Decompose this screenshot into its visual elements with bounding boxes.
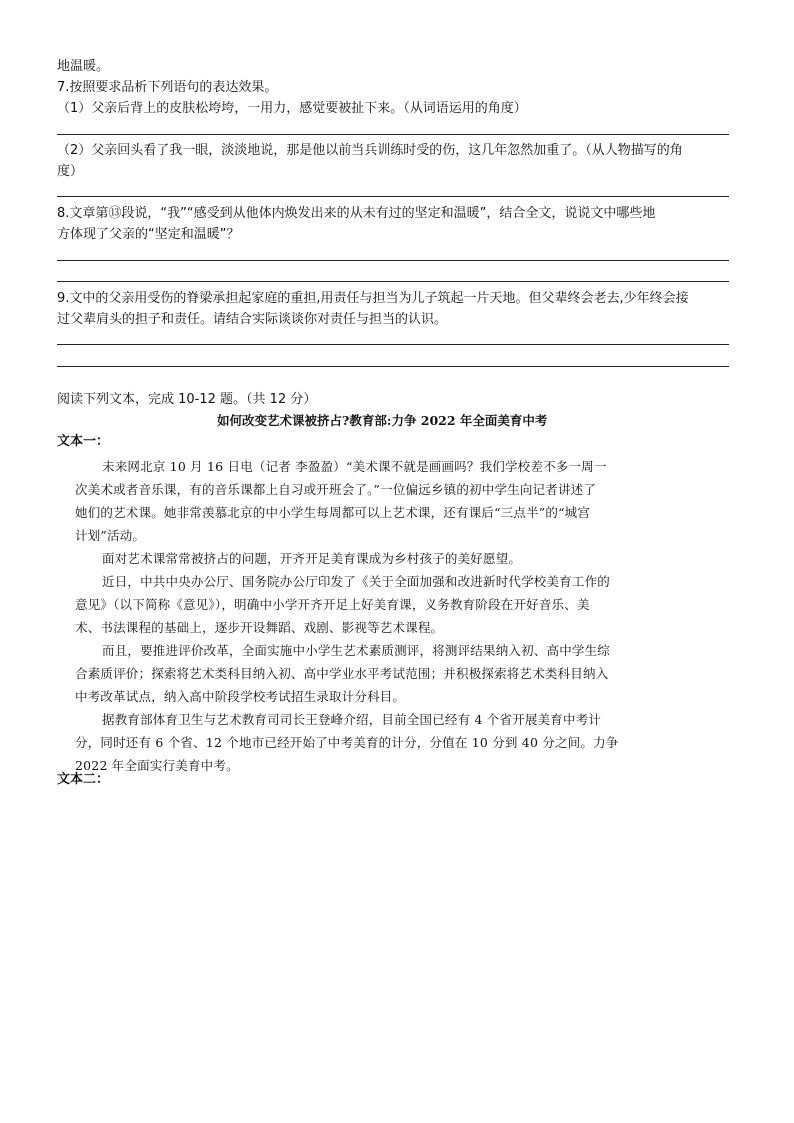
q7-item-1: （1）父亲后背上的皮肤松垮垮，一用力，感觉要被扯下来。（从词语运用的角度）: [57, 101, 527, 116]
article-line: 近日，中共中央办公厅、国务院办公厅印发了《关于全面加强和改进新时代学校美育工作的: [102, 574, 611, 589]
text-two-label: 文本二：: [57, 772, 110, 787]
article-line: 她们的艺术课。她非常羡慕北京的中小学生每周都可以上艺术课，还有课后“三点半”的“城宫: [75, 505, 591, 520]
article-line: 合素质评价；探索将艺术类科目纳入初、高中学业水平考试范围；并积极探索将艺术类科目纳入: [75, 666, 609, 681]
q7-stem: 7.按照要求品析下列语句的表达效果。: [57, 80, 278, 95]
answer-line: [57, 260, 729, 261]
article-line: 分，同时还有 6 个省、12 个地市已经开始了中考美育的计分，分值在 10 分到 40 分之间。力争: [75, 735, 619, 750]
answer-line: [57, 366, 729, 367]
article-title: 如何改变艺术课被挤占?教育部:力争 2022 年全面美育中考: [217, 413, 548, 428]
article-line: 而且，要推进评价改革，全面实施中小学生艺术素质测评，将测评结果纳入初、高中学生综: [102, 643, 611, 658]
q9-line2: 过父辈肩头的担子和责任。请结合实际谈谈你对责任与担当的认识。: [57, 312, 448, 327]
q8-line1: 8.文章第⑬段说，“我”“感受到从他体内焕发出来的从未有过的坚定和温暖”，结合全文，说说文中哪些地: [57, 206, 656, 221]
answer-line: [57, 344, 729, 345]
article-line: 计划”活动。: [75, 528, 146, 543]
answer-line: [57, 281, 729, 282]
q9-line1: 9.文中的父亲用受伤的脊梁承担起家庭的重担,用责任与担当为儿子筑起一片天地。但父辈终会老去,少年终会接: [57, 291, 689, 306]
article-line: 据教育部体育卫生与艺术教育司司长王登峰介绍，目前全国已经有 4 个省开展美育中考计: [102, 712, 602, 727]
answer-line: [57, 196, 729, 197]
article-line: 中考改革试点，纳入高中阶段学校考试招生录取计分科目。: [75, 689, 406, 704]
article-line: 术、书法课程的基础上，逐步开设舞蹈、戏剧、影视等艺术课程。: [75, 620, 444, 635]
q7-item-2-line1: （2）父亲回头看了我一眼，淡淡地说，那是他以前当兵训练时受的伤，这几年忽然加重了。（从人物描写的角: [57, 143, 683, 158]
article-line: 2022 年全面实行美育中考。: [75, 758, 239, 773]
text-one-label: 文本一：: [57, 434, 110, 449]
article-line: 未来网北京 10 月 16 日电（记者 李盈盈）“美术课不就是画画吗？我们学校差不多一周一: [102, 459, 607, 474]
article-line: 次美术或者音乐课，有的音乐课都上自习或开班会了。”一位偏远乡镇的初中学生向记者讲述了: [75, 482, 597, 497]
answer-line: [57, 134, 729, 135]
reading-intro: 阅读下列文本，完成 10-12 题。（共 12 分）: [57, 392, 317, 407]
q8-line2: 方体现了父亲的“坚定和温暖”？: [57, 227, 240, 242]
article-line: 面对艺术课常常被挤占的问题，开齐开足美育课成为乡村孩子的美好愿望。: [102, 551, 522, 566]
q6-tail-text: 地温暖。: [57, 59, 110, 74]
article-line: 意见》（以下简称《意见》），明确中小学开齐开足上好美育课，义务教育阶段在开好音乐、美: [75, 597, 590, 612]
q7-item-2-line2: 度）: [57, 164, 84, 179]
